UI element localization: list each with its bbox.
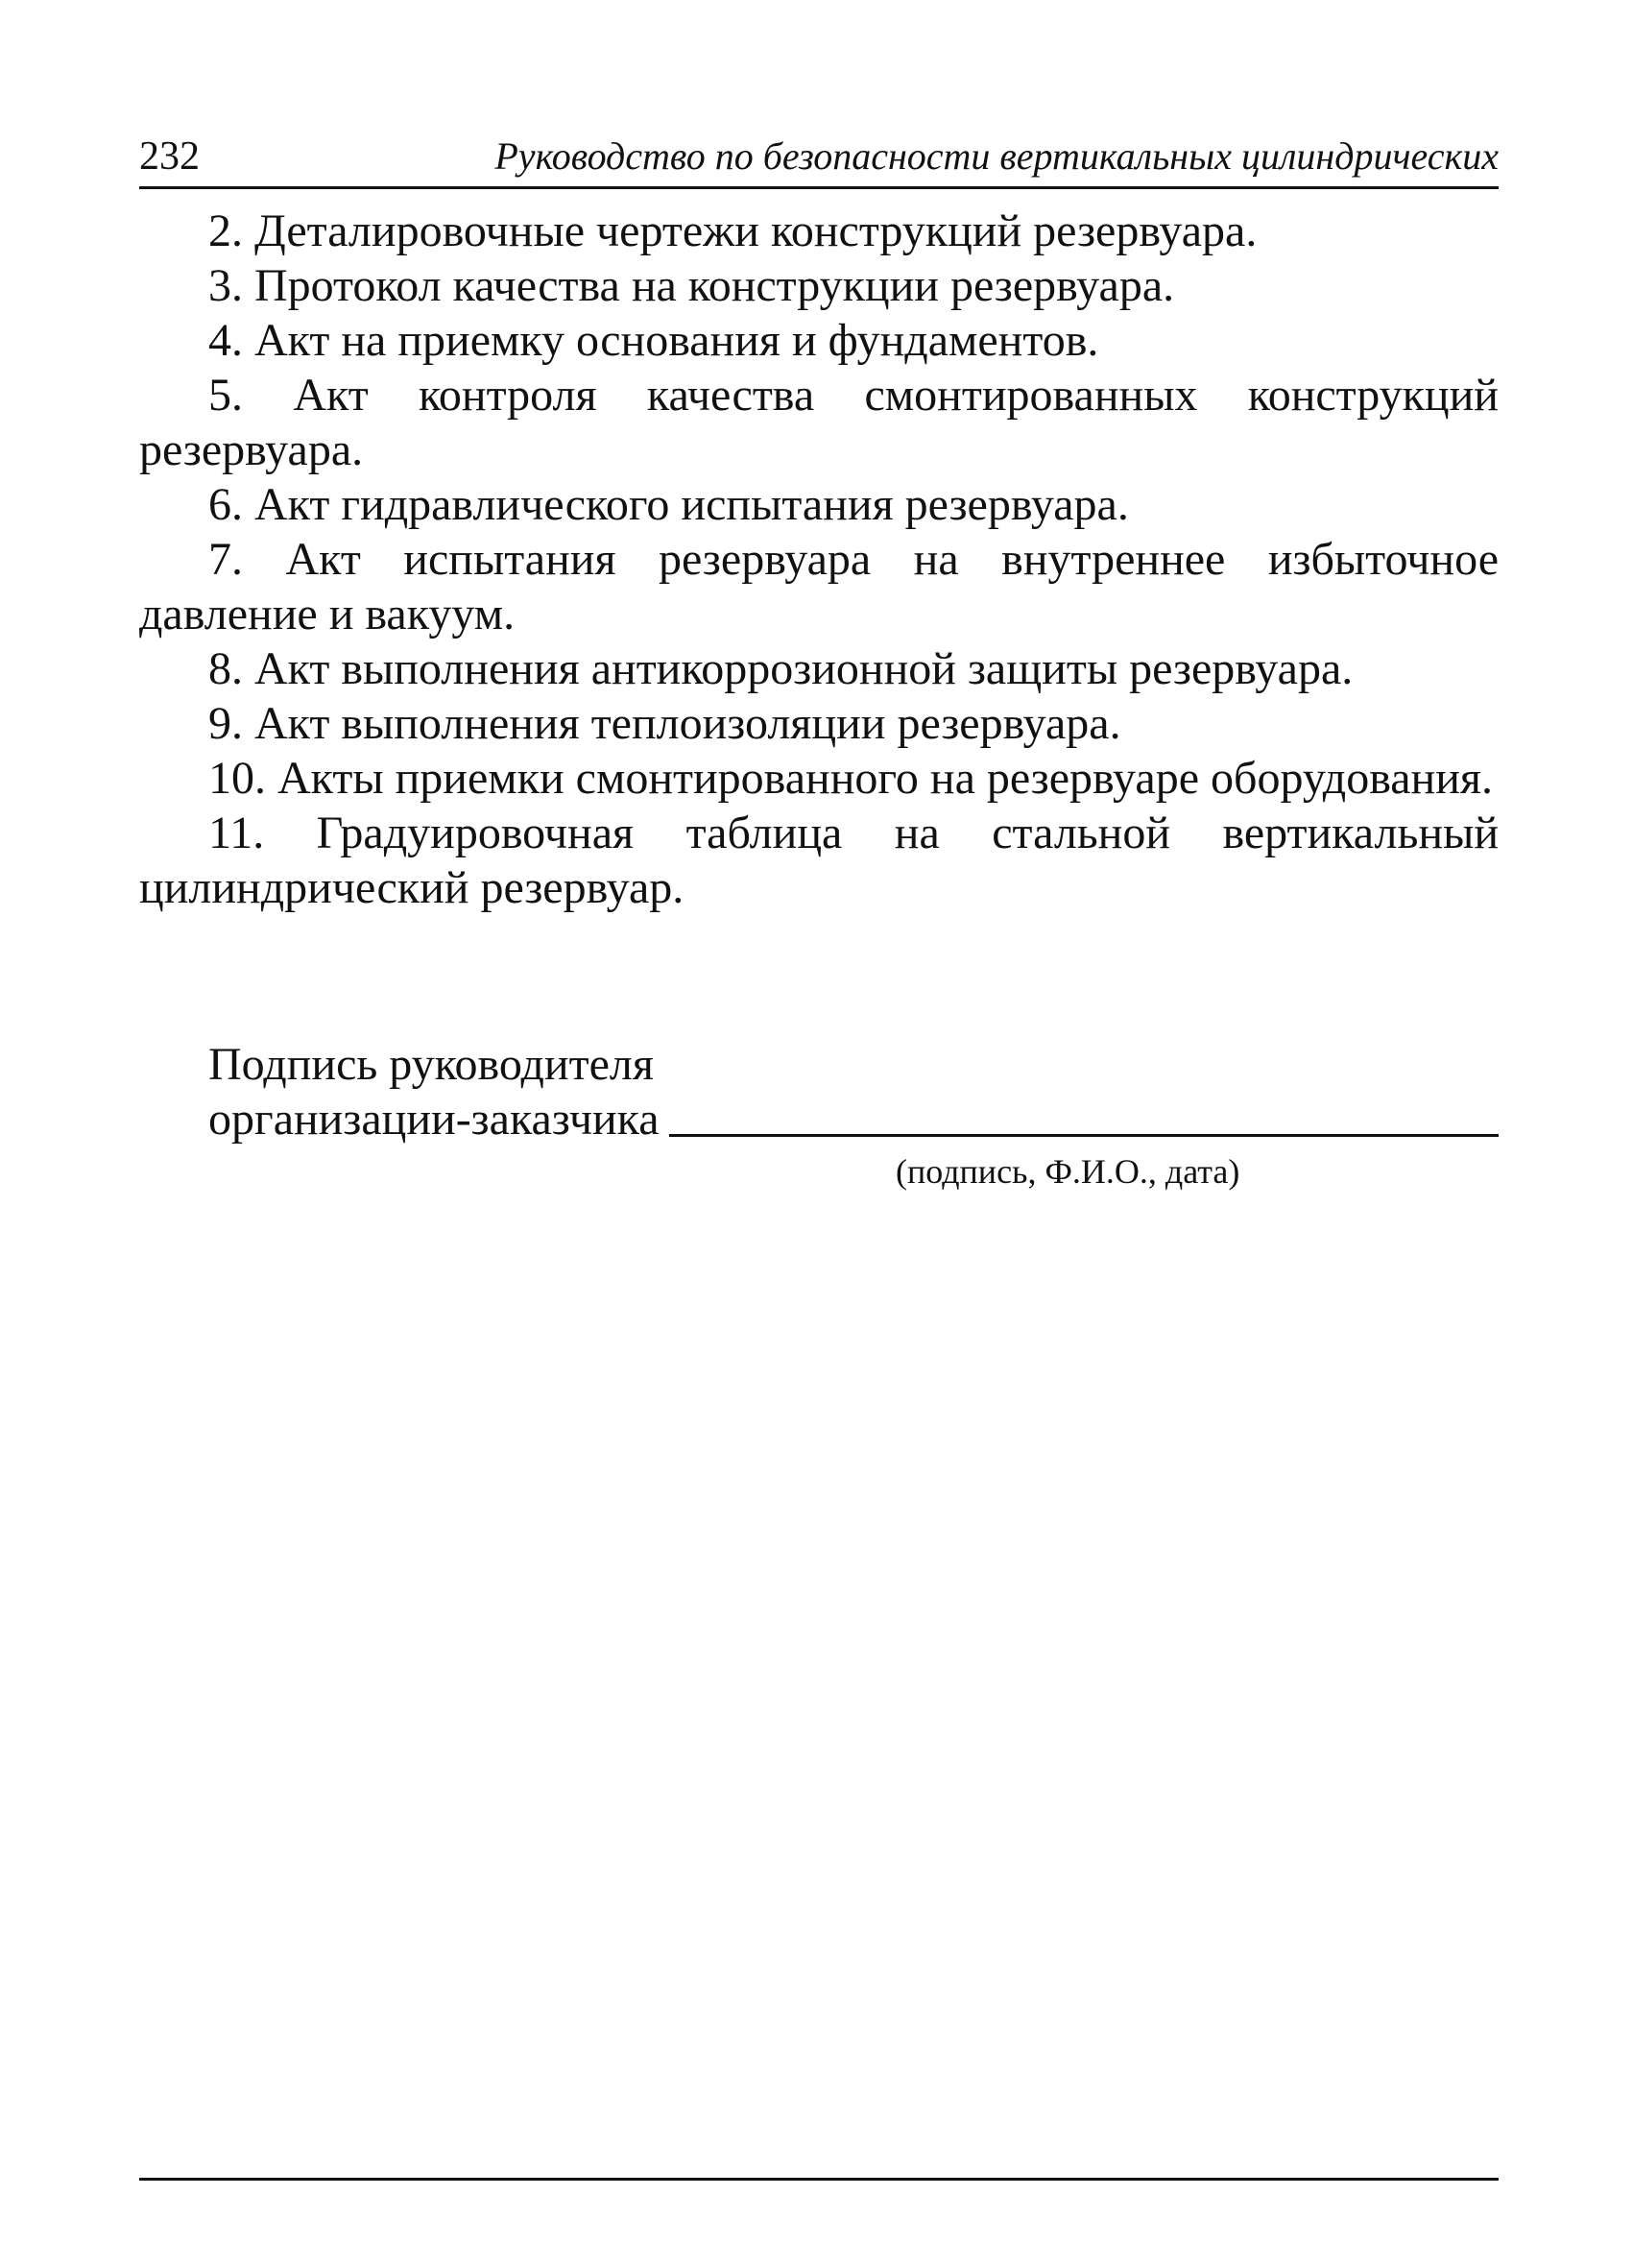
signature-label-line2: организации-заказчика (208, 1094, 660, 1145)
list-item: 6. Акт гидравлического испытания резервуара. (208, 479, 1129, 530)
signature-label-line1: Подпись руководителя (208, 1039, 654, 1090)
list-item: 5. Акт контроля качества смонтированных конструкций резервуара. (139, 370, 1499, 475)
footer-rule (139, 2178, 1499, 2181)
page-number: 232 (139, 134, 200, 179)
page-header (139, 133, 1499, 189)
list-item: 11. Градуировочная таблица на стальной вертикальный цилиндрический резервуар. (139, 808, 1499, 913)
signature-caption: (подпись, Ф.И.О., дата) (896, 1152, 1240, 1191)
list-item: 4. Акт на приемку основания и фундаментов. (208, 315, 1099, 366)
list-item: 10. Акты приемки смонтированного на резервуаре оборудования. (208, 753, 1493, 804)
list-item: 8. Акт выполнения антикоррозионной защиты резервуара. (208, 643, 1354, 694)
document-list (139, 204, 1499, 915)
list-item: 7. Акт испытания резервуара на внутреннее избыточное давление и вакуум. (139, 534, 1499, 639)
list-item: 3. Протокол качества на конструкции резервуара. (208, 260, 1175, 311)
list-item: 2. Деталировочные чертежи конструкций резервуара. (208, 205, 1258, 256)
running-title: Руководство по безопасности вертикальных цилиндрических (494, 134, 1499, 178)
signature-label-line2-row (208, 1092, 1499, 1146)
signature-blank-line (669, 1133, 1499, 1137)
list-item: 9. Акт выполнения теплоизоляции резервуара. (208, 698, 1121, 749)
signature-block (208, 1037, 1499, 1191)
